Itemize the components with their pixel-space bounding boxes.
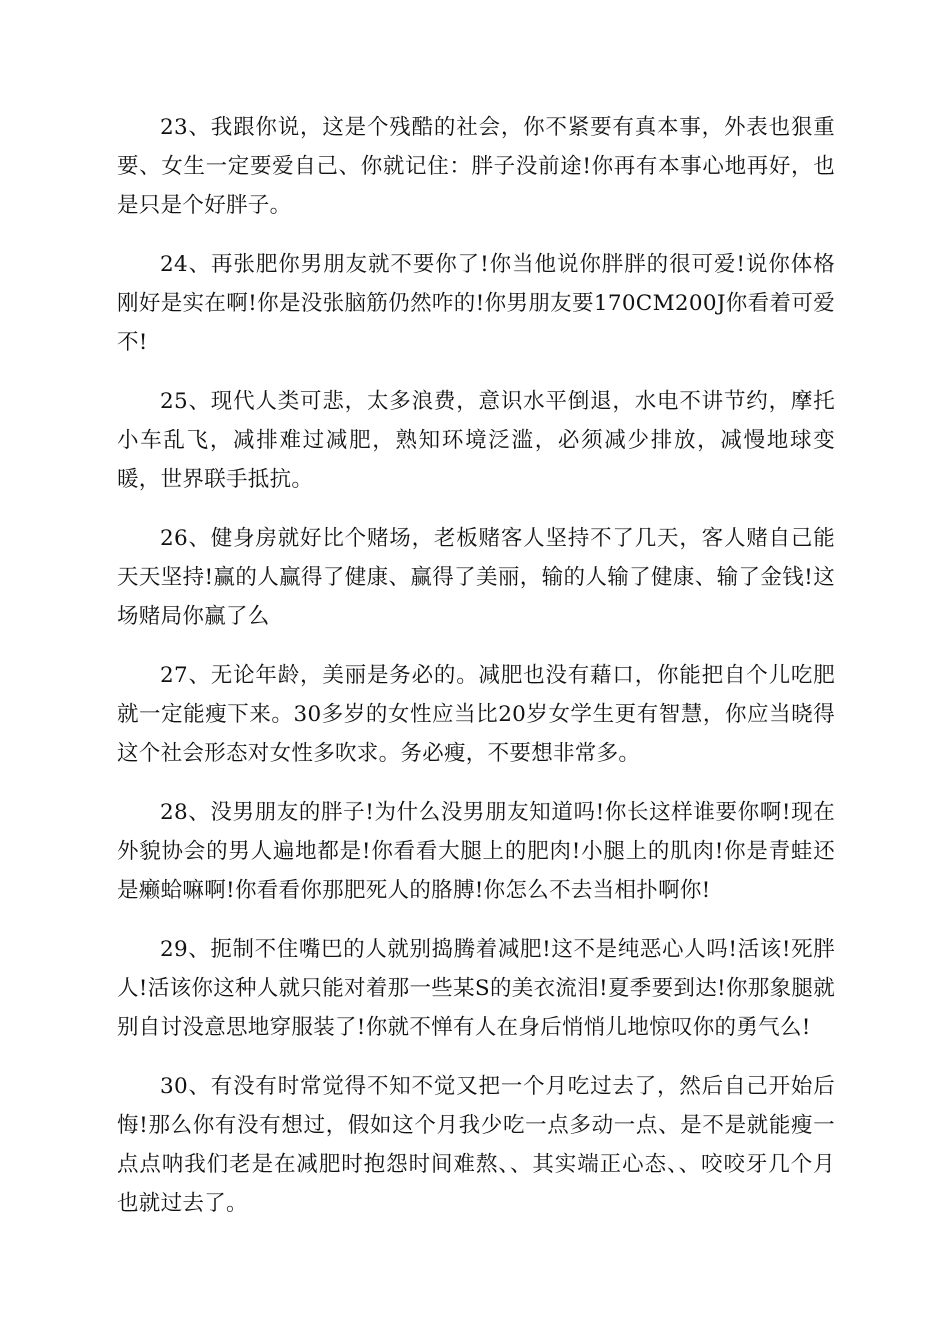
paragraph-29: 29、扼制不住嘴巴的人就别捣腾着减肥!这不是纯恶心人吗!活该!死胖人!活该你这种人就只能对着那一些某S的美衣流泪!夏季要到达!你那象腿就别自讨没意思地穿服装了!你就不惮有人在身后悄悄儿地惊叹你的勇气么! [117,937,835,1040]
paragraph-26: 26、健身房就好比个赌场，老板赌客人坚持不了几天，客人赌自己能天天坚持!赢的人赢得了健康、赢得了美丽，输的人输了健康、输了金钱!这场赌局你赢了么 [117,526,835,629]
paragraph-24: 24、再张肥你男朋友就不要你了!你当他说你胖胖的很可爱!说你体格刚好是实在啊!你是没张脑筋仍然咋的!你男朋友要170CM200J你看着可爱不! [117,252,835,355]
paragraph-23: 23、我跟你说，这是个残酷的社会，你不紧要有真本事，外表也狠重要、女生一定要爱自己、你就记住：胖子没前途!你再有本事心地再好，也是只是个好胖子。 [117,115,835,218]
paragraph-25: 25、现代人类可悲，太多浪费，意识水平倒退，水电不讲节约，摩托小车乱飞，减排难过减肥，熟知环境泛滥，必须减少排放，减慢地球变暖，世界联手抵抗。 [117,389,835,492]
paragraph-27: 27、无论年龄，美丽是务必的。减肥也没有藉口，你能把自个儿吃肥就一定能瘦下来。30多岁的女性应当比20岁女学生更有智慧，你应当晓得这个社会形态对女性多吹求。务必瘦，不要想非常多。 [117,663,835,766]
paragraph-30: 30、有没有时常觉得不知不觉又把一个月吃过去了，然后自己开始后悔!那么你有没有想过，假如这个月我少吃一点多动一点、是不是就能瘦一点点呐我们老是在减肥时抱怨时间难熬、、其实端正心态、、咬咬牙几个月也就过去了。 [117,1074,835,1216]
paragraph-28: 28、没男朋友的胖子!为什么没男朋友知道吗!你长这样谁要你啊!现在外貌协会的男人遍地都是!你看看大腿上的肥肉!小腿上的肌肉!你是青蛙还是癞蛤嘛啊!你看看你那肥死人的胳膊!你怎么不去当相扑啊你! [117,800,835,903]
document-body [117,108,835,1243]
